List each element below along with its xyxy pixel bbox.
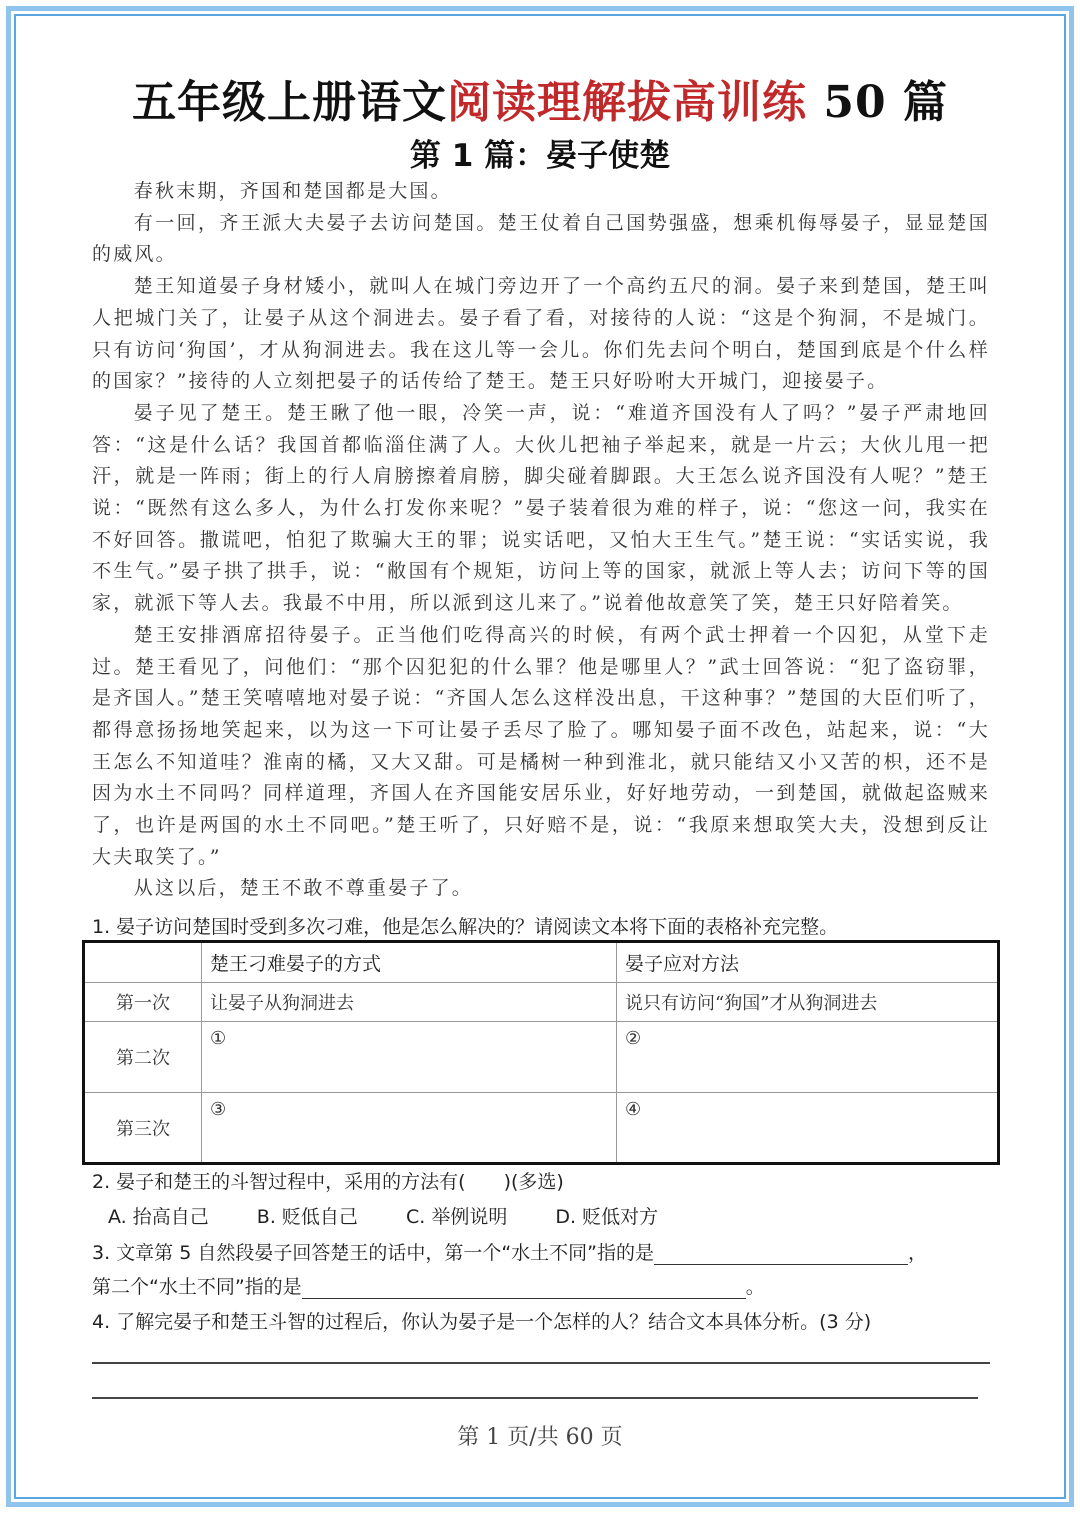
option-d[interactable]: D. 贬低对方 xyxy=(555,1206,659,1228)
row-label: 第一次 xyxy=(84,983,202,1022)
table-header-cell xyxy=(84,942,202,983)
title-black: 五年级上册语文 xyxy=(132,77,448,128)
answer-blank-1[interactable] xyxy=(654,1244,908,1265)
question-2: 2. 晏子和楚王的斗智过程中，采用的方法有( )(多选) xyxy=(92,1171,564,1193)
table-cell: 让晏子从狗洞进去 xyxy=(202,983,617,1022)
article-body xyxy=(92,176,990,905)
answer-line[interactable] xyxy=(92,1362,990,1364)
paragraph: 从这以后，楚王不敢不尊重晏子了。 xyxy=(133,877,473,900)
question-3-text-2: 第二个“水土不同”指的是 xyxy=(92,1276,302,1298)
punctuation: 。 xyxy=(745,1276,765,1298)
question-2-options xyxy=(108,1202,658,1229)
paragraph: 楚王知道晏子身材矮小，就叫人在城门旁边开了一个高约五尺的洞。晏子来到楚国，楚王叫人把城门关了，让晏子从这个洞进去。晏子看了看，对接待的人说：“这是个狗洞，不是城门。只有访问‘狗国’，才从狗洞进去。我在这儿等一会儿。你们先去问个明白，楚国到底是个什么样的国家？”接待的人立刻把晏子的话传给了楚王。楚王只好吩咐大开城门，迎接晏子。 xyxy=(92,275,990,393)
table-row xyxy=(84,983,999,1022)
question-1: 1. 晏子访问楚国时受到多次刁难，他是怎么解决的？请阅读文本将下面的表格补充完整。 xyxy=(92,916,839,938)
question-3-part-1 xyxy=(92,1238,927,1265)
option-a[interactable]: A. 抬高自己 xyxy=(108,1206,209,1228)
table-row xyxy=(84,1093,999,1164)
paragraph: 有一回，齐王派大夫晏子去访问楚国。楚王仗着自己国势强盛，想乘机侮辱晏子，显显楚国的威风。 xyxy=(92,211,990,266)
paragraph: 春秋末期，齐国和楚国都是大国。 xyxy=(133,180,452,202)
table-row xyxy=(84,1022,999,1093)
punctuation: ， xyxy=(908,1242,928,1264)
row-label: 第二次 xyxy=(84,1022,202,1093)
question-3-part-2 xyxy=(92,1272,765,1299)
document-title xyxy=(0,66,1080,130)
title-tail: 50 篇 xyxy=(807,77,948,128)
answer-cell[interactable]: ④ xyxy=(617,1093,999,1164)
answer-table xyxy=(82,940,1000,1165)
answer-blank-2[interactable] xyxy=(302,1278,746,1299)
paragraph: 楚王安排酒席招待晏子。正当他们吃得高兴的时候，有两个武士押着一个囚犯，从堂下走过。楚王看见了，问他们：“那个囚犯犯的什么罪？他是哪里人？”武士回答说：“犯了盗窃罪，是齐国人。”楚王笑嘻嘻地对晏子说：“齐国人怎么这样没出息，干这种事？”楚国的大臣们听了，都得意扬扬地笑起来，以为这一下可让晏子丢尽了脸了。哪知晏子面不改色，站起来，说：“大王怎么不知道哇？淮南的橘，又大又甜。可是橘树一种到淮北，就只能结又小又苦的枳，还不是因为水土不同吗？同样道理，齐国人在齐国能安居乐业，好好地劳动，一到楚国，就做起盗贼来了，也许是两国的水土不同吧。”楚王听了，只好赔不是，说：“我原来想取笑大夫，没想到反让大夫取笑了。” xyxy=(92,623,990,868)
table-header-cell: 晏子应对方法 xyxy=(617,942,999,983)
row-label: 第三次 xyxy=(84,1093,202,1164)
option-c[interactable]: C. 举例说明 xyxy=(405,1206,508,1228)
page-number: 第 1 页/共 60 页 xyxy=(457,1425,623,1450)
question-3-text: 3. 文章第 5 自然段晏子回答楚王的话中，第一个“水土不同”指的是 xyxy=(92,1242,655,1264)
table-header-cell: 楚王刁难晏子的方式 xyxy=(202,942,617,983)
answer-line[interactable] xyxy=(92,1397,978,1399)
article-title: 第 1 篇：晏子使楚 xyxy=(409,138,671,174)
title-red: 阅读理解拔高训练 xyxy=(447,77,808,128)
answer-cell[interactable]: ② xyxy=(617,1022,999,1093)
table-cell: 说只有访问“狗国”才从狗洞进去 xyxy=(617,983,999,1022)
paragraph: 晏子见了楚王。楚王瞅了他一眼，冷笑一声，说：“难道齐国没有人了吗？”晏子严肃地回答：“这是什么话？我国首都临淄住满了人。大伙儿把袖子举起来，就是一片云；大伙儿甩一把汗，就是一阵雨；街上的行人肩膀擦着肩膀，脚尖碰着脚跟。大王怎么说齐国没有人呢？”楚王说：“既然有这么多人，为什么打发你来呢？”晏子装着很为难的样子，说：“您这一问，我实在不好回答。撒谎吧，怕犯了欺骗大王的罪；说实话吧，又怕大王生气。”楚王说：“实话实说，我不生气。”晏子拱了拱手，说：“敝国有个规矩，访问上等的国家，就派上等人去；访问下等的国家，就派下等人去。我最不中用，所以派到这儿来了。”说着他故意笑了笑，楚王只好陪着笑。 xyxy=(92,401,990,615)
answer-cell[interactable]: ① xyxy=(202,1022,617,1093)
option-b[interactable]: B. 贬低自己 xyxy=(256,1206,358,1228)
answer-cell[interactable]: ③ xyxy=(202,1093,617,1164)
table-header-row xyxy=(84,942,999,983)
question-4: 4. 了解完晏子和楚王斗智的过程后，你认为晏子是一个怎样的人？结合文本具体分析。(3 分) xyxy=(92,1311,872,1333)
